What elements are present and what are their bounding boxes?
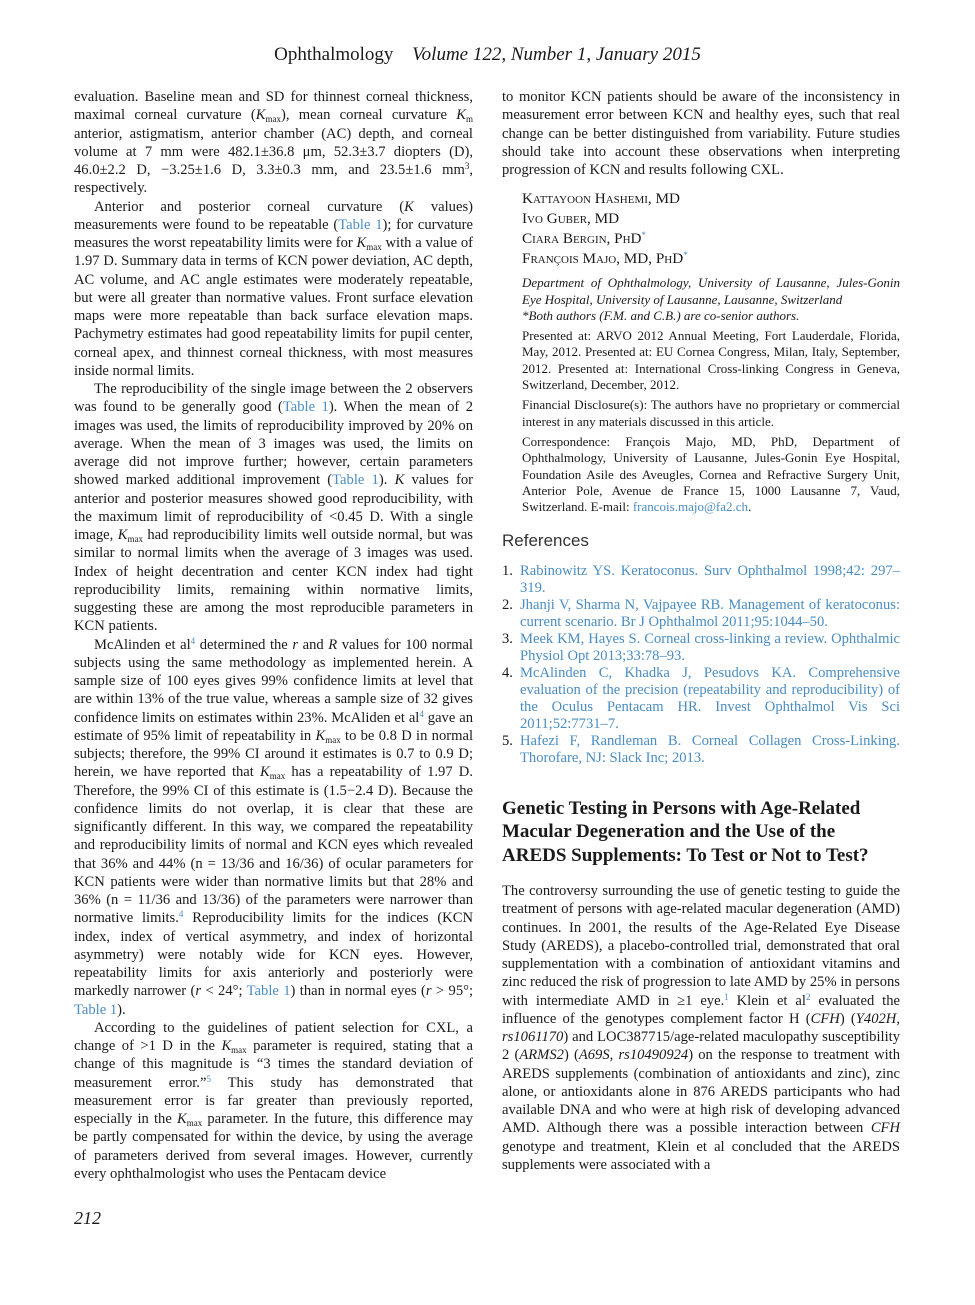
correspondence: Correspondence: François Majo, MD, PhD, Department of Ophthalmology, University of Lausanne, Jules-Gonin Eye Hospital, Foundation Asile des Aveugles, Cornea and Refractive Surgery Unit, Anterior Pole, Avenue de France 15, 1000 Lausanne 7, Vaud, Switzerland. E-mail: francois.majo@fa2.ch. (522, 433, 900, 515)
reference-number: 4. (502, 664, 513, 681)
author-name: Ciara Bergin, PhD (522, 230, 642, 248)
citation-2-link[interactable]: 2 (805, 991, 811, 1002)
article-title: Genetic Testing in Persons with Age-Related Macular Degeneration and the Use of the AREDS Supplements: To Test or Not to Test? (502, 797, 869, 866)
co-senior-note: *Both authors (F.M. and C.B.) are co-senior authors. (522, 307, 800, 323)
author-name: Ivo Guber, MD (522, 210, 620, 228)
reference-list (502, 563, 900, 767)
reference-item (502, 597, 900, 631)
citation-4-link[interactable]: 4 (419, 708, 424, 719)
citation-4-link[interactable]: 4 (190, 635, 196, 646)
left-column (74, 88, 473, 1183)
journal-volume: Volume 122, Number 1, January 2015 (412, 44, 701, 65)
author-notes (522, 275, 900, 515)
email-link[interactable]: francois.majo@fa2.ch (632, 499, 749, 515)
page-number: 212 (74, 1208, 101, 1228)
table-1-link[interactable]: Table 1 (332, 472, 379, 489)
citation-5-link[interactable]: 5 (206, 1073, 211, 1084)
paragraph-genetic-testing: The controversy surrounding the use of genetic testing to guide the treatment of persons with age-related macular degeneration (AMD) continues. In 2001, the results of the Age-Related Eye Disease Study (AREDS), a placebo-controlled trial, demonstrated that oral supplementation with a combination of antioxidant vitamins and zinc reduced the risk of progression to late AMD by 25% in persons with intermediate AMD in ≥1 eye.$^1$ Klein et $al^2$ evaluated the influence of the genotypes complement factor H (CFH) (Y402H, rs1061170) and LOC387715/age-related maculopathy susceptibility 2 (ARMS2) (A69S, rs10490924) on the response to treatment with AREDS supplements (combination of antioxidants and zinc), zinc alone, or antioxidants alone in 876 AREDS participants who had available DNA and who were at high risk of developing advanced AMD. Although there was a possible interaction between CFH genotype and treatment, Klein et al concluded that the AREDS supplements were associated with a (502, 883, 901, 1173)
references-heading: References (502, 531, 589, 551)
reference-item (502, 631, 900, 665)
financial-disclosure: Financial Disclosure(s): The authors have no proprietary or commercial interest in any materials discussed in this article. (522, 397, 900, 429)
paragraph-reproducibility: The reproducibility of the single image between the 2 observers was found to be generally good (Table 1). When the mean of 2 images was used, the limits of reproducibility improved by 20% on average. When the mean of 3 images was used, the limits on average did not improve further; however, certain parameters showed marked additional improvement (Table 1). K values for anterior and posterior measures showed good reproducibility, with the maximum limit of reproducibility of <0.45 D. With a single image, $K_{max}$ had reproducibility limits well outside normal, but was similar to normal limits when the average of 3 images was used. Index of height decentration and center KCN index had tight reproducibility limits, remaining within normative limits, suggesting these are among the most reproducible parameters in KCN patients. (74, 381, 473, 635)
reference-item (502, 665, 900, 733)
author-line (522, 249, 900, 269)
table-1-link[interactable]: Table 1 (74, 1001, 118, 1018)
right-column (502, 88, 900, 1174)
presented-note: Presented at: ARVO 2012 Annual Meeting, Fort Lauderdale, Florida, May, 2012. Presented at: EU Cornea Congress, Milan, Italy, September, 2012. Presented at: International Cross-linking Congress in Geneva, Switzerland, December, 2012. (522, 328, 900, 393)
reference-link[interactable]: Meek KM, Hayes S. Corneal cross-linking a review. Ophthalmic Physiol Opt 2013;33:78–93. (520, 630, 900, 664)
affiliation: Department of Ophthalmology, University of Lausanne, Jules-Gonin Eye Hospital, University of Lausanne, Lausanne, Switzerland *Both authors (F.M. and C.B.) are co-senior authors. (522, 275, 900, 323)
running-header (0, 44, 975, 66)
paragraph-conclusion: to monitor KCN patients should be aware of the inconsistency in measurement error between KCN and healthy eyes, such that real change can be better distinguished from variability. Future studies should take into account these observations when interpreting progression of KCN and results following CXL. (502, 89, 900, 178)
reference-link[interactable]: Jhanji V, Sharma N, Vajpayee RB. Management of keratoconus: current scenario. Br J Ophthalmol 2011;95:1044–50. (520, 596, 900, 630)
table-1-link[interactable]: Table 1 (246, 983, 291, 1000)
table-1-link[interactable]: Table 1 (338, 216, 383, 233)
paragraph-curvature: Anterior and posterior corneal curvature (K values) measurements were found to be repeatable (Table 1); for curvature measures the worst repeatability limits were for $K_{max}$ with a value of 1.97 D. Summary data in terms of KCN power deviation, AC depth, AC volume, and AC angle estimates were moderately repeatable, but were all greater than normative values. Front surface elevation maps were more repeatable than back surface elevation maps. Pachymetry estimates had good repeatability limits for pupil center, corneal apex, and thinnest corneal thickness, with most measures inside normal limits. (74, 198, 474, 379)
reference-item (502, 733, 900, 767)
reference-link[interactable]: Hafezi F, Randleman B. Corneal Collagen Cross-Linking. Thorofare, NJ: Slack Inc; 2013. (520, 732, 900, 766)
reference-item (502, 563, 900, 597)
author-line (522, 189, 900, 209)
paragraph-cxl-guidelines: According to the guidelines of patient selection for CXL, a change of >1 D in the $K_{max}$ parameter is required, stating that a change of this magnitude is “3 times the standard deviation of measurement error.”$^5$ This study has demonstrated that measurement error is far greater than previously reported, especially in the $K_{max}$ parameter. In the future, this difference may be partly compensated for within the device, by using the average of parameters derived from several images. However, currently every ophthalmologist who uses the Pentacam device (74, 1019, 473, 1182)
journal-name: Ophthalmology (274, 44, 394, 65)
co-senior-mark[interactable]: * (641, 230, 647, 241)
citation-1-link[interactable]: 1 (724, 991, 729, 1002)
reference-number: 1. (502, 562, 513, 579)
reference-number: 5. (502, 732, 513, 749)
author-list (522, 189, 900, 269)
table-1-link[interactable]: Table 1 (282, 399, 329, 416)
reference-number: 2. (502, 596, 513, 613)
paragraph-mcalinden: McAlinden et $al^4$ determined the r and R values for 100 normal subjects using the same methodology as implemented herein. A sample size of 100 eyes gives 99% confidence limits at level that are within 13% of the true value, whereas a sample size of 32 gives confidence limits on estimates within 23%. McAliden et $al^4$ gave an estimate of 95% limit of repeatability in $K_{max}$ to be 0.8 D in normal subjects; therefore, the 99% CI around it estimates is 0.7 to 0.9 D; herein, we have reported that $K_{max}$ has a repeatability of 1.97 D. Therefore, the 99% CI of this estimate is (1.5−2.4 D). Because the confidence limits do not overlap, it is clear that these are significantly different. In this way, we compared the repeatability and reproducibility limits of normal and KCN eyes which revealed that 36% and 44% (n = 13/36 and 16/36) of ocular parameters for KCN patients were wider than normative limits but that 28% and 36% (n = 11/36 and 13/36) of the parameters were narrower than normative limits.$^4$ Reproducibility limits for the indices (KCN index, index of vertical asymmetry, and index of horizontal asymmetry) were notably wide for KCN eyes. However, repeatability limits for axis anteriorly and posteriorly were markedly narrower (r < 24°; Table 1) than in normal eyes (r > 95°; Table 1). (74, 635, 474, 1018)
co-senior-mark[interactable]: * (683, 250, 688, 261)
reference-link[interactable]: Rabinowitz YS. Keratoconus. Surv Ophthalmol 1998;42: 297–319. (520, 562, 900, 596)
author-line (522, 209, 900, 229)
paragraph-baseline: evaluation. Baseline mean and SD for thinnest corneal thickness, maximal corneal curvature $(K_{max})$, mean corneal curvature $K_m$ anterior, astigmatism, anterior chamber (AC) depth, and corneal volume at 7 mm were 482.1±36.8 μm, 52.3±3.7 diopters (D), 46.0±2.2 D, −3.25±1.6 D, 3.3±0.3 mm, and 23.5±1.6 $mm^3$, respectively. (74, 89, 473, 197)
author-name: François Majo, MD, PhD (522, 250, 684, 268)
author-name: Kattayoon Hashemi, MD (522, 190, 680, 208)
reference-link[interactable]: McAlinden C, Khadka J, Pesudovs KA. Comprehensive evaluation of the precision (repeatability and reproducibility) of the Oculus Pentacam HR. Invest Ophthalmol Vis Sci 2011;52:7731–7. (520, 664, 900, 732)
author-line (522, 229, 900, 249)
citation-4-link[interactable]: 4 (178, 909, 184, 920)
reference-number: 3. (502, 630, 513, 647)
